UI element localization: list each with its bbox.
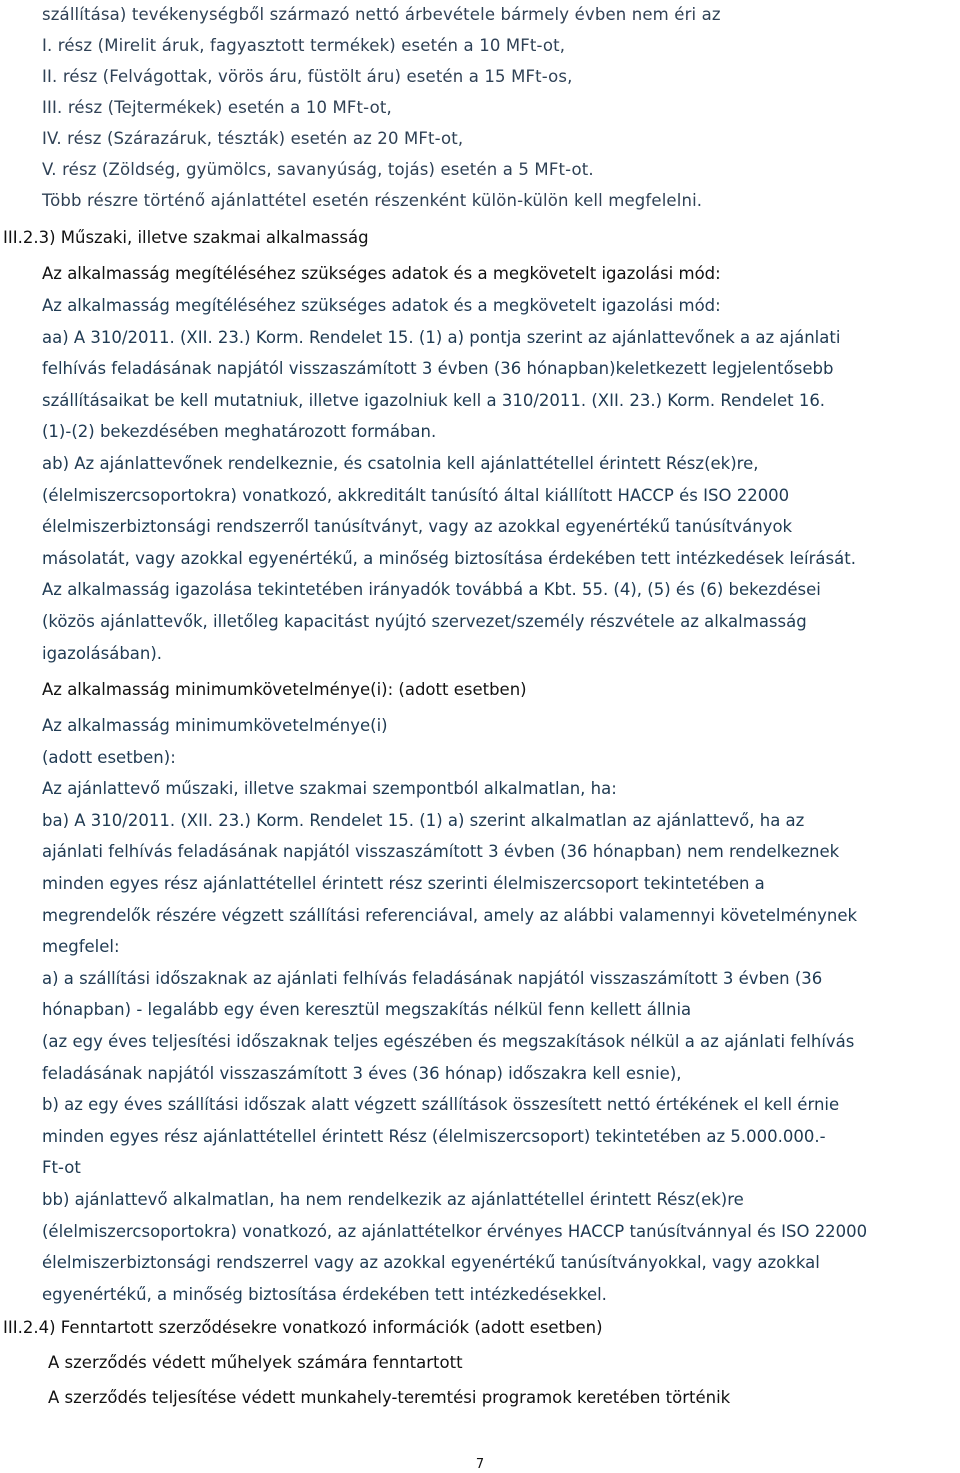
intro-line: I. rész (Mirelit áruk, fagyasztott termékek) esetén a 10 MFt-ot, [42, 36, 566, 55]
minimum-line: ajánlati felhívás feladásának napjától visszaszámított 3 évben (36 hónapban) nem rendelkeznek [42, 842, 840, 862]
body-line: (közös ajánlattevők, illetőleg kapacitást nyújtó szervezet/személy részvétele az alkalmasság [42, 612, 807, 631]
body-line: (1)-(2) bekezdésében meghatározott formában. [42, 422, 437, 442]
intro-line: IV. rész (Szárazáruk, tészták) esetén az 20 MFt-ot, [42, 129, 464, 148]
minimum-line: (adott esetben): [42, 747, 176, 767]
minimum-heading: Az alkalmasság minimumkövetelménye(i): (adott esetben) [42, 680, 527, 699]
minimum-line: élelmiszerbiztonsági rendszerrel vagy az azokkal egyenértékű tanúsítványokkal, vagy azokkal [42, 1253, 820, 1273]
body-line: Az alkalmasság megítéléséhez szükséges adatok és a megkövetelt igazolási mód: [42, 296, 721, 315]
minimum-line: Ft-ot [42, 1158, 81, 1178]
body-line: felhívás feladásának napjától visszaszámított 3 évben (36 hónapban)keletkezett legjelentősebb [42, 359, 834, 379]
minimum-line: Az alkalmasság minimumkövetelménye(i) [42, 716, 388, 735]
minimum-line: egyenértékű, a minőség biztosítása érdekében tett intézkedésekkel. [42, 1284, 607, 1304]
body-line: igazolásában). [42, 643, 163, 663]
intro-line: V. rész (Zöldség, gyümölcs, savanyúság, tojás) esetén a 5 MFt-ot. [42, 160, 594, 179]
minimum-line: hónapban) - legalább egy éven keresztül megszakítás nélkül fenn kellett állnia [42, 1000, 692, 1020]
minimum-line: minden egyes rész ajánlattétellel érintett Rész (élelmiszercsoport) tekintetében az 5.000.000.- [42, 1126, 826, 1146]
intro-line: Több részre történő ajánlattétel esetén részenként külön-külön kell megfelelni. [42, 191, 703, 210]
minimum-line: (élelmiszercsoportokra) vonatkozó, az ajánlattételkor érvényes HACCP tanúsítvánnyal és ISO 22000 [42, 1221, 868, 1241]
minimum-line: ba) A 310/2011. (XII. 23.) Korm. Rendelet 15. (1) a) szerint alkalmatlan az ajánlattevő, ha az [42, 810, 805, 830]
body-line: (élelmiszercsoportokra) vonatkozó, akkreditált tanúsító által kiállított HACCP és ISO 22000 [42, 485, 790, 505]
intro-line: II. rész (Felvágottak, vörös áru, füstölt áru) esetén a 15 MFt-os, [42, 67, 573, 86]
section-heading: III.2.4) Fenntartott szerződésekre vonatkozó információk (adott esetben) [3, 1318, 603, 1337]
minimum-line: Az ajánlattevő műszaki, illetve szakmai szempontból alkalmatlan, ha: [42, 779, 617, 799]
minimum-line: megfelel: [42, 937, 120, 957]
minimum-line: megrendelők részére végzett szállítási referenciával, amely az alábbi valamennyi követelménynek [42, 905, 858, 925]
body-line: aa) A 310/2011. (XII. 23.) Korm. Rendelet 15. (1) a) pontja szerint az ajánlattevőnek a az ajánlati [42, 327, 841, 347]
intro-line: szállítása) tevékenységből származó nettó árbevétele bármely évben nem éri az [42, 5, 721, 24]
reserved-line: A szerződés védett műhelyek számára fenntartott [48, 1353, 463, 1372]
body-line: élelmiszerbiztonsági rendszerről tanúsítványt, vagy az azokkal egyenértékű tanúsítványok [42, 517, 793, 537]
minimum-line: (az egy éves teljesítési időszaknak teljes egészében és megszakítások nélkül a az ajánlati felhívás [42, 1032, 855, 1051]
minimum-line: feladásának napjától visszaszámított 3 éves (36 hónap) időszakra kell esnie), [42, 1063, 682, 1083]
minimum-line: bb) ajánlattevő alkalmatlan, ha nem rendelkezik az ajánlattétellel érintett Rész(ek)re [42, 1190, 744, 1209]
reserved-line: A szerződés teljesítése védett munkahely-teremtési programok keretében történik [48, 1388, 731, 1407]
body-line: ab) Az ajánlattevőnek rendelkeznie, és csatolnia kell ajánlattétellel érintett Rész(ek)re, [42, 454, 759, 473]
section-heading: III.2.3) Műszaki, illetve szakmai alkalmasság [3, 228, 369, 247]
minimum-line: b) az egy éves szállítási időszak alatt végzett szállítások összesített nettó értékének el kell érnie [42, 1095, 840, 1115]
section-subheading: Az alkalmasság megítéléséhez szükséges adatok és a megkövetelt igazolási mód: [42, 264, 721, 283]
minimum-line: a) a szállítási időszaknak az ajánlati felhívás feladásának napjától visszaszámított 3 évben (36 [42, 968, 823, 988]
page-number: 7 [475, 1457, 485, 1472]
body-line: Az alkalmasság igazolása tekintetében irányadók továbbá a Kbt. 55. (4), (5) és (6) bekezdései [42, 580, 821, 600]
intro-line: III. rész (Tejtermékek) esetén a 10 MFt-ot, [42, 98, 392, 117]
minimum-line: minden egyes rész ajánlattétellel érintett rész szerinti élelmiszercsoport tekintetében a [42, 874, 765, 893]
body-line: másolatát, vagy azokkal egyenértékű, a minőség biztosítása érdekében tett intézkedések leírását. [42, 548, 856, 568]
body-line: szállításaikat be kell mutatniuk, illetve igazolniuk kell a 310/2011. (XII. 23.) Korm. Rendelet 16. [42, 390, 826, 410]
